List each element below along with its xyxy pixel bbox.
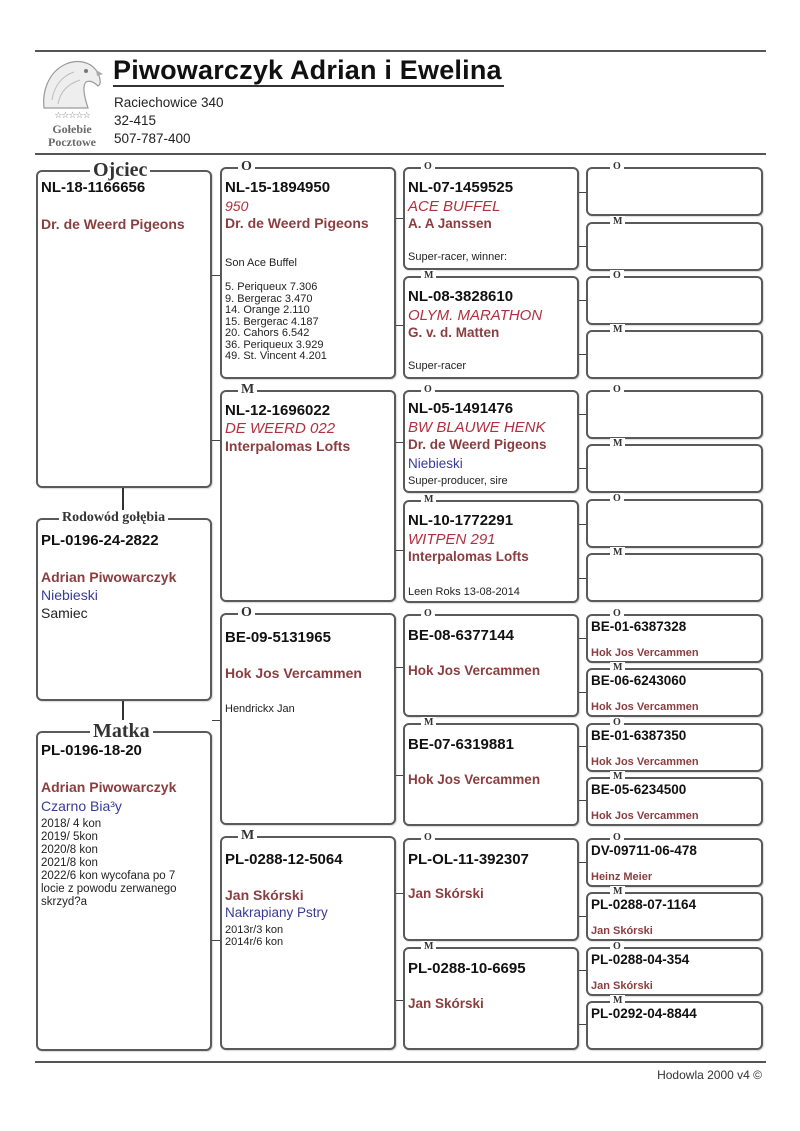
dam-label: M [421, 270, 436, 282]
owner: Dr. de Weerd Pigeons [225, 215, 369, 231]
owner: Jan Skórski [408, 996, 484, 1011]
sire-label: O [421, 161, 435, 173]
note: Hendrickx Jan [225, 703, 295, 715]
ring-number: PL-0292-04-8844 [591, 1006, 697, 1021]
gen4-card[interactable] [586, 384, 763, 439]
granddam-maternal-card[interactable] [220, 828, 396, 1050]
owner: Hok Jos Vercammen [408, 772, 541, 787]
subject-label: Rodowód gołębia [59, 510, 168, 526]
gen4-card[interactable] [586, 161, 763, 216]
gen4-card[interactable] [586, 438, 763, 493]
pigeon-head-icon [40, 56, 104, 110]
dam-label: M [421, 494, 436, 506]
ring-number: NL-12-1696022 [225, 402, 331, 419]
note-line: 2018/ 4 kon [41, 818, 102, 830]
dam-label: M [238, 382, 257, 398]
ring-number: BE-01-6387328 [591, 619, 687, 634]
father-label: Ojciec [90, 159, 150, 181]
gen4-card[interactable] [586, 886, 763, 941]
address-postcode: 32-415 [114, 113, 157, 128]
top-rule [35, 50, 766, 52]
ring-number: PL-0288-10-6695 [408, 960, 526, 977]
header-rule [35, 153, 766, 155]
gen4-card[interactable] [586, 941, 763, 996]
sire-label: O [610, 493, 624, 505]
owner: Hok Jos Vercammen [225, 665, 362, 681]
sire-label: O [610, 608, 624, 620]
phone-number: 507-787-400 [114, 131, 191, 146]
logo [36, 56, 108, 148]
sire-label: O [421, 608, 435, 620]
father-card[interactable] [36, 159, 212, 488]
ring-number: BE-01-6387350 [591, 728, 687, 743]
logo-text-line1: Gołebie [52, 122, 92, 136]
owner: Hok Jos Vercammen [591, 701, 699, 713]
owner: Hok Jos Vercammen [408, 663, 541, 678]
gen3-card[interactable] [403, 941, 579, 1050]
gen4-card[interactable] [586, 324, 763, 379]
note-line: 2022/6 kon wycofana po 7 [41, 870, 176, 882]
granddam-paternal-card[interactable] [220, 382, 396, 602]
owner: Hok Jos Vercammen [591, 810, 699, 822]
note: Son Ace Buffel [225, 257, 297, 269]
footer-credit: Hodowla 2000 v4 © [657, 1068, 762, 1082]
ring-number: NL-10-1772291 [408, 512, 514, 529]
result-line: 49. St. Vincent 4.201 [225, 350, 327, 362]
note-line: 2019/ 5kon [41, 831, 98, 843]
ring-number: BE-07-6319881 [408, 736, 514, 753]
gen3-card[interactable] [403, 270, 579, 379]
logo-text-line2: Pocztowe [48, 135, 96, 149]
result-line: 9. Bergerac 3.470 [225, 292, 313, 305]
race-results [225, 282, 327, 363]
owner: Jan Skórski [408, 886, 484, 901]
sire-label: O [238, 605, 255, 621]
ring-number: NL-08-3828610 [408, 288, 514, 305]
owner: Jan Skórski [225, 887, 304, 903]
ring-number: BE-06-6243060 [591, 673, 687, 688]
gen4-card[interactable] [586, 771, 763, 826]
ring-number: BE-09-5131965 [225, 629, 331, 646]
gen4-card[interactable] [586, 547, 763, 602]
dam-label: M [610, 995, 625, 1007]
ring-number: PL-0288-07-1164 [591, 897, 697, 912]
ring-number: BE-08-6377144 [408, 627, 514, 644]
note-line: skrzyd?a [41, 896, 88, 908]
logo-stars: ☆☆☆☆☆ [54, 111, 90, 121]
result-line: 5. Periqueux 7.306 [225, 281, 318, 293]
result-line: 36. Periqueux 3.929 [225, 338, 324, 351]
result-line: 14. Orange 2.110 [225, 304, 310, 316]
note-line: 2013r/3 kon [225, 924, 284, 936]
owner: Interpalomas Lofts [225, 438, 351, 454]
note: Super-racer [408, 360, 467, 372]
result-line: 20. Cahors 6.542 [225, 327, 310, 339]
owner: Interpalomas Lofts [408, 549, 529, 564]
ring-number: DV-09711-06-478 [591, 843, 697, 858]
dam-label: M [610, 662, 625, 674]
dam-label: M [610, 547, 625, 559]
gen4-card[interactable] [586, 270, 763, 325]
note: Super-producer, sire [408, 475, 508, 487]
gen3-card[interactable] [403, 384, 579, 493]
sire-label: O [610, 270, 624, 282]
gen3-card[interactable] [403, 832, 579, 941]
gen4-card[interactable] [586, 662, 763, 717]
gen4-card[interactable] [586, 995, 763, 1050]
gen4-card[interactable] [586, 216, 763, 271]
owner: Heinz Meier [591, 871, 653, 883]
ring-number: PL-0196-18-20 [41, 742, 142, 759]
ring-number: NL-07-1459525 [408, 179, 514, 196]
gen3-card[interactable] [403, 494, 579, 603]
owner: Jan Skórski [591, 980, 653, 992]
sire-label: O [421, 832, 435, 844]
pigeon-name: ACE BUFFEL [408, 198, 501, 215]
owner: G. v. d. Matten [408, 325, 500, 340]
address-street: Raciechowice 340 [114, 95, 224, 110]
note-line: locie z powodu zerwanego [41, 883, 177, 895]
plumage-color: Nakrapiany Pstry [225, 905, 328, 920]
pigeon-name: WITPEN 291 [408, 531, 496, 548]
ring-number: NL-18-1166656 [41, 179, 146, 196]
gen4-card[interactable] [586, 493, 763, 548]
note-line: 2020/8 kon [41, 844, 98, 856]
plumage-color: Niebieski [408, 456, 463, 471]
owner: Hok Jos Vercammen [591, 647, 699, 659]
pigeon-name: 950 [225, 198, 249, 214]
ring-number: PL-0288-12-5064 [225, 851, 343, 868]
pigeon-name: OLYM. MARATHON [408, 307, 543, 324]
subject-card[interactable] [36, 510, 212, 701]
bottom-rule [35, 1061, 766, 1063]
dam-label: M [421, 941, 436, 953]
mother-card[interactable] [36, 720, 212, 1051]
owner: Dr. de Weerd Pigeons [408, 437, 547, 452]
ring-number: NL-05-1491476 [408, 400, 514, 417]
pigeon-name: BW BLAUWE HENK [408, 419, 546, 436]
note-line: 2014r/6 kon [225, 935, 284, 948]
gen3-card[interactable] [403, 608, 579, 717]
note: Super-racer, winner: [408, 251, 508, 263]
dam-label: M [421, 717, 436, 729]
note: Leen Roks 13-08-2014 [408, 586, 520, 598]
dam-label: M [610, 324, 625, 336]
pigeon-name: DE WEERD 022 [225, 420, 336, 437]
ring-number: PL-0196-24-2822 [41, 532, 159, 549]
sire-label: O [610, 717, 624, 729]
gen4-card[interactable] [586, 717, 763, 772]
sire-label: O [421, 384, 435, 396]
dam-label: M [610, 438, 625, 450]
owner: Adrian Piwowarczyk [41, 569, 177, 585]
dam-label: M [610, 886, 625, 898]
sire-label: O [610, 161, 624, 173]
note-line: 2021/8 kon [41, 857, 98, 869]
gen4-card[interactable] [586, 832, 763, 887]
sire-label: O [610, 384, 624, 396]
race-notes [41, 818, 209, 909]
ring-number: PL-0288-04-354 [591, 952, 690, 967]
dam-label: M [610, 771, 625, 783]
result-line: 15. Bergerac 4.187 [225, 315, 319, 328]
owner: Jan Skórski [591, 925, 653, 937]
ring-number: PL-OL-11-392307 [408, 851, 529, 868]
dam-label: M [610, 216, 625, 228]
owner: Adrian Piwowarczyk [41, 779, 177, 795]
sex: Samiec [41, 605, 88, 621]
plumage-color: Niebieski [41, 587, 98, 603]
breeder-title: Piwowarczyk Adrian i Ewelina [113, 55, 502, 85]
owner: Dr. de Weerd Pigeons [41, 216, 185, 232]
gen3-card[interactable] [403, 161, 579, 270]
sire-label: O [610, 941, 624, 953]
ring-number: NL-15-1894950 [225, 179, 331, 196]
gen4-card[interactable] [586, 608, 763, 663]
plumage-color: Czarno Bia³y [41, 798, 122, 814]
ring-number: BE-05-6234500 [591, 782, 687, 797]
grandsire-maternal-card[interactable] [220, 605, 396, 825]
grandsire-paternal-card[interactable] [220, 159, 396, 379]
sire-label: O [238, 159, 255, 175]
dam-label: M [238, 828, 257, 844]
sire-label: O [610, 832, 624, 844]
mother-label: Matka [90, 720, 153, 742]
race-notes [225, 925, 283, 948]
owner: Hok Jos Vercammen [591, 756, 699, 768]
owner: A. A Janssen [408, 216, 492, 231]
gen3-card[interactable] [403, 717, 579, 826]
